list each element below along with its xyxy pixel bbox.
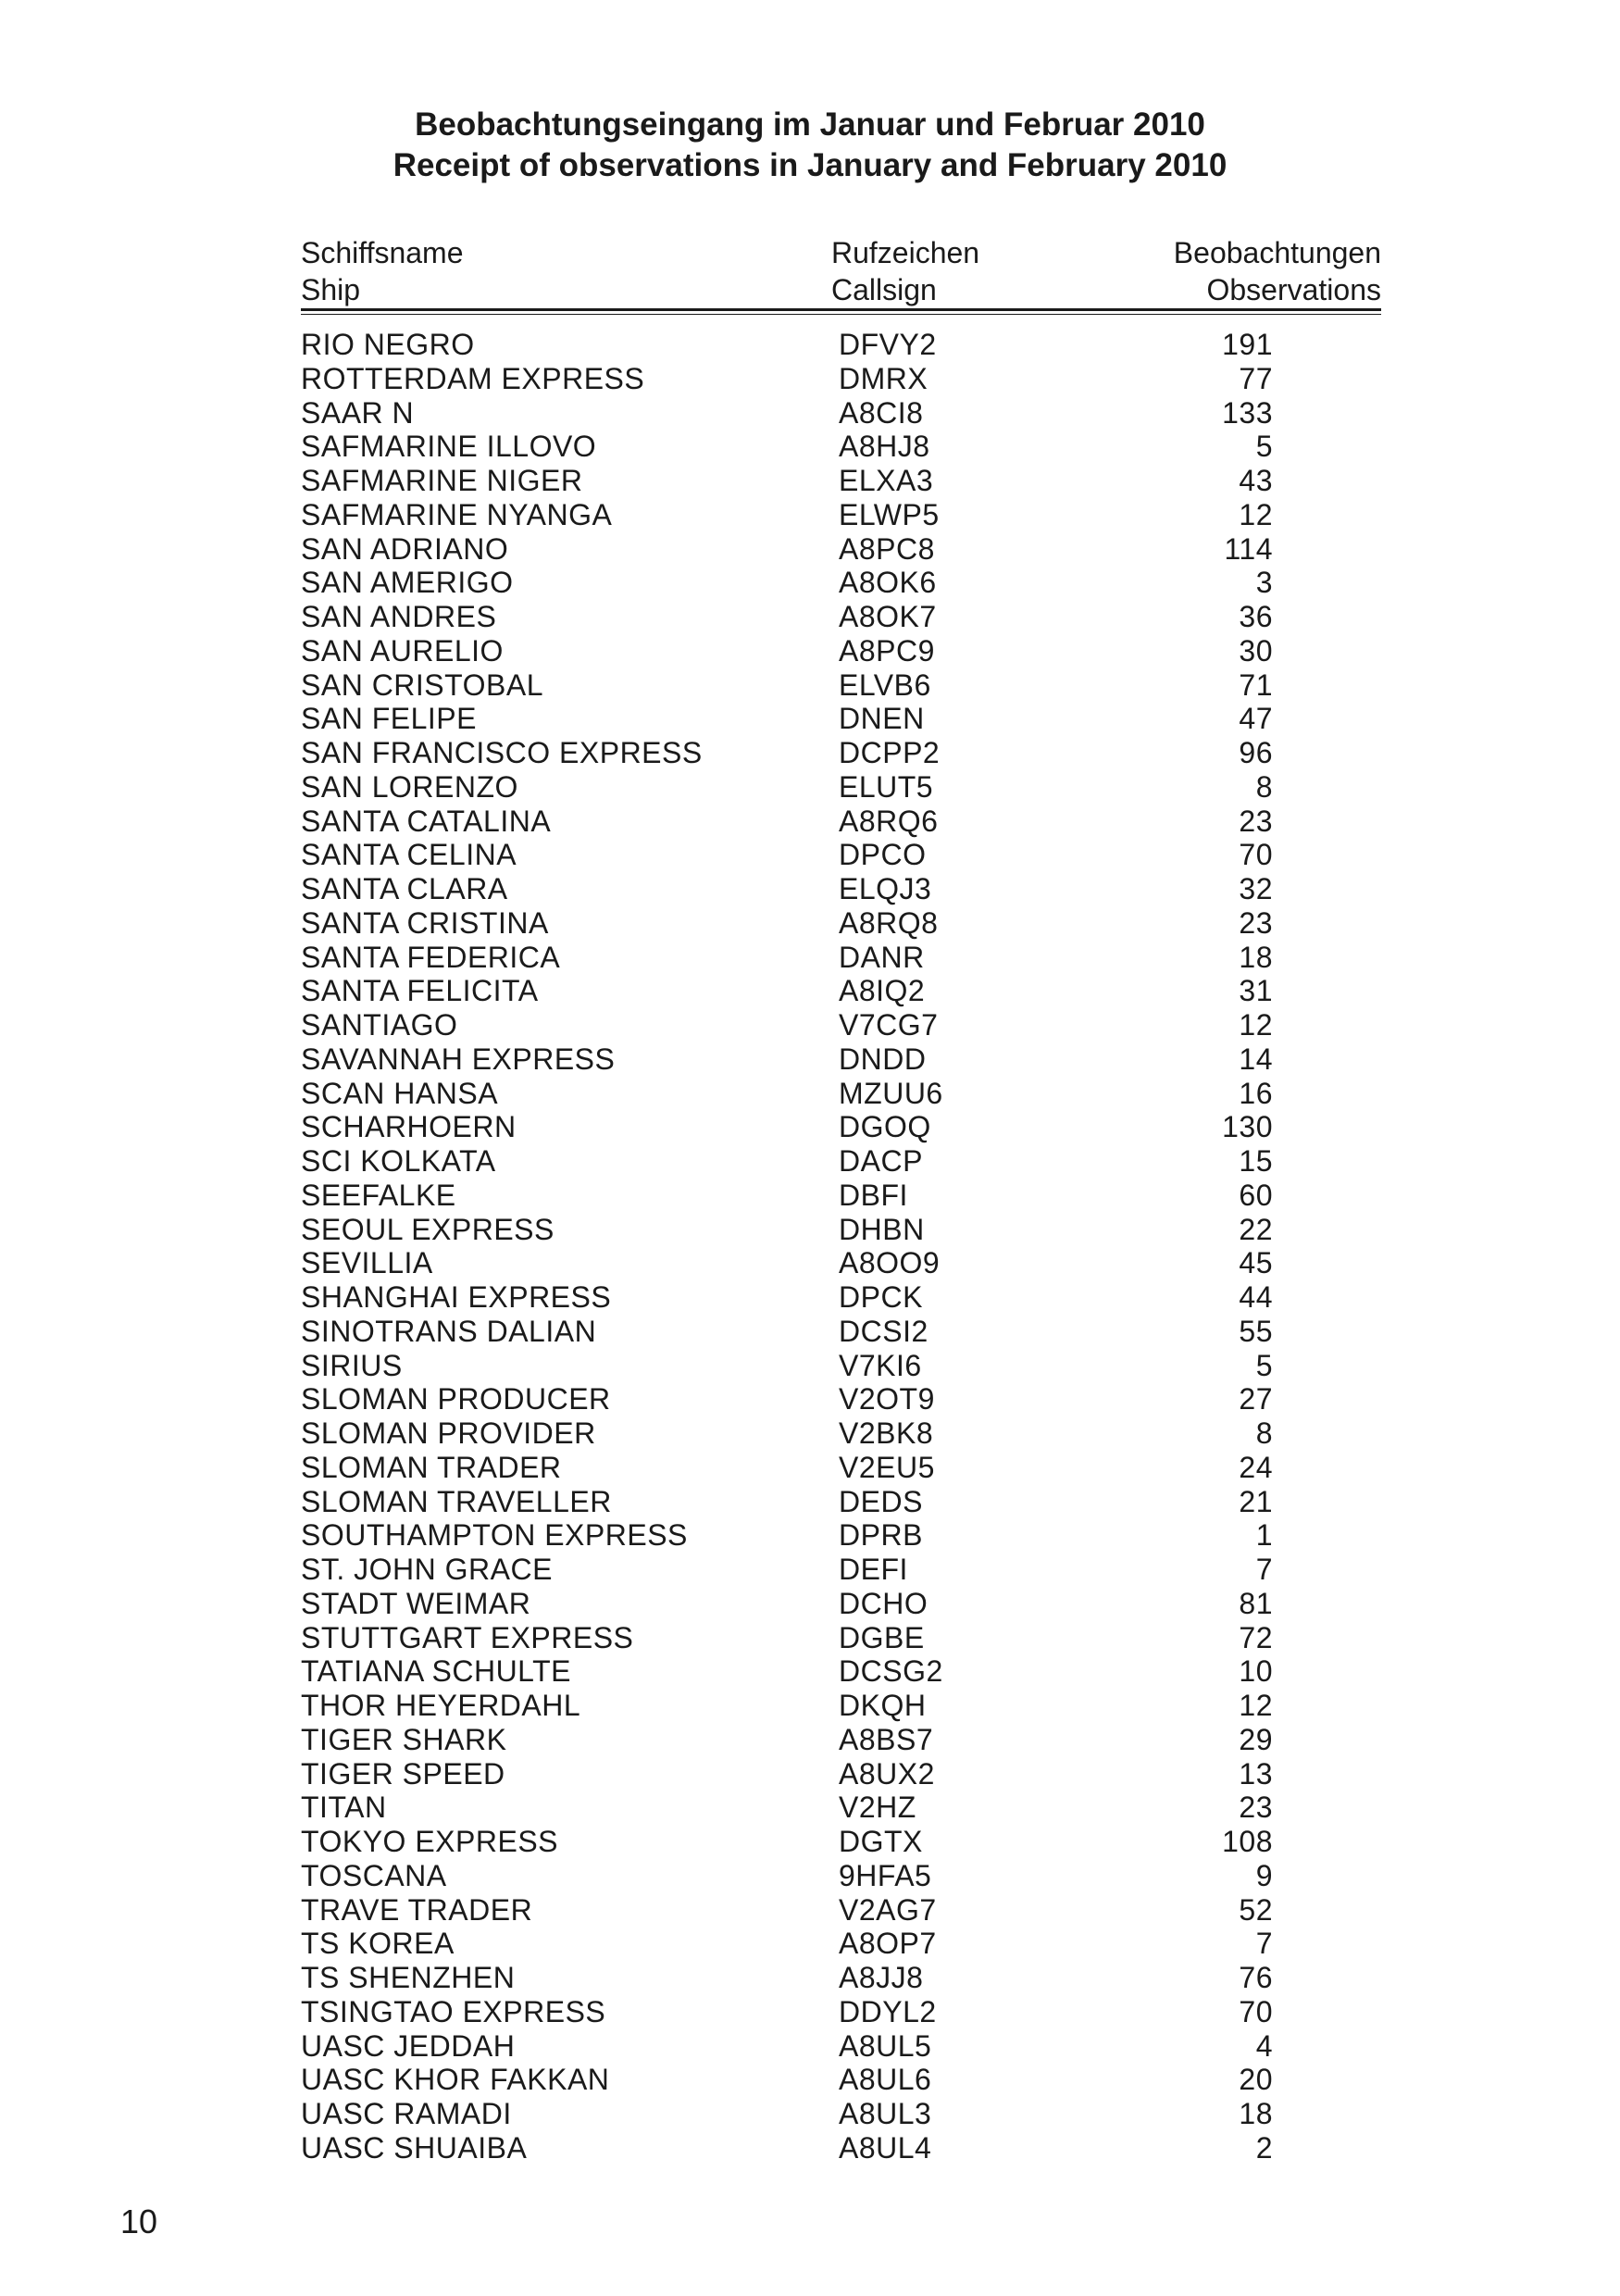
ship-name-cell: TOSCANA <box>301 1858 447 1892</box>
observations-cell: 21 <box>1239 1484 1273 1518</box>
callsign-cell: DACP <box>839 1144 923 1178</box>
table-row <box>0 702 1620 736</box>
observations-cell: 55 <box>1239 1314 1273 1348</box>
callsign-cell: DDYL2 <box>839 1994 937 2028</box>
ship-name-cell: STADT WEIMAR <box>301 1586 531 1620</box>
callsign-cell: DNEN <box>839 702 925 736</box>
observations-cell: 77 <box>1239 361 1273 395</box>
ship-name-cell: SANTA CELINA <box>301 838 517 872</box>
table-row <box>0 668 1620 703</box>
callsign-cell: DANR <box>839 940 925 974</box>
column-header-ship-name-de: Schiffsname <box>301 236 464 269</box>
callsign-cell: A8OK6 <box>839 566 937 600</box>
table-row <box>0 1689 1620 1723</box>
ship-name-cell: SAVANNAH EXPRESS <box>301 1042 616 1076</box>
callsign-cell: A8RQ8 <box>839 905 939 940</box>
ship-name-cell: SAFMARINE NIGER <box>301 464 583 497</box>
table-row <box>0 2029 1620 2064</box>
table-row <box>0 1008 1620 1042</box>
callsign-cell: A8UL4 <box>839 2130 932 2165</box>
table-row <box>0 1451 1620 1485</box>
ship-name-cell: TOKYO EXPRESS <box>301 1825 558 1858</box>
observations-cell: 9 <box>1255 1858 1273 1892</box>
ship-name-cell: SAN AMERIGO <box>301 566 514 600</box>
observations-cell: 70 <box>1239 1994 1273 2028</box>
observations-cell: 23 <box>1239 905 1273 940</box>
table-row <box>0 974 1620 1008</box>
observations-cell: 31 <box>1239 974 1273 1008</box>
callsign-cell: V2AG7 <box>839 1892 937 1927</box>
callsign-cell: V2BK8 <box>839 1416 934 1450</box>
observations-cell: 20 <box>1239 2063 1273 2097</box>
callsign-cell: ELQJ3 <box>839 872 932 905</box>
table-row <box>0 634 1620 668</box>
ship-name-cell: SIRIUS <box>301 1348 403 1382</box>
observations-cell: 13 <box>1239 1756 1273 1791</box>
ship-name-cell: SOUTHAMPTON EXPRESS <box>301 1518 688 1553</box>
ship-name-cell: SINOTRANS DALIAN <box>301 1314 597 1348</box>
observations-cell: 70 <box>1239 838 1273 872</box>
table-row <box>0 1246 1620 1280</box>
ship-name-cell: SCAN HANSA <box>301 1076 499 1110</box>
ship-name-cell: SANTA CRISTINA <box>301 905 549 940</box>
observations-cell: 44 <box>1239 1280 1273 1314</box>
observations-cell: 60 <box>1239 1178 1273 1212</box>
callsign-cell: A8UX2 <box>839 1756 935 1791</box>
page-title-english: Receipt of observations in January and February 2010 <box>393 147 1227 183</box>
observations-cell: 12 <box>1239 1689 1273 1722</box>
table-row <box>0 1077 1620 1111</box>
table-row <box>0 1927 1620 1961</box>
table-row <box>0 566 1620 600</box>
observations-cell: 71 <box>1239 668 1273 702</box>
ship-name-cell: TIGER SHARK <box>301 1722 507 1756</box>
page-number: 10 <box>120 2202 158 2240</box>
table-row <box>0 2131 1620 2165</box>
observations-cell: 29 <box>1239 1722 1273 1756</box>
table-row <box>0 872 1620 906</box>
ship-name-cell: SHANGHAI EXPRESS <box>301 1280 612 1314</box>
observations-cell: 24 <box>1239 1450 1273 1484</box>
callsign-cell: A8OO9 <box>839 1246 941 1280</box>
table-row <box>0 1213 1620 1247</box>
ship-name-cell: UASC RAMADI <box>301 2097 512 2130</box>
table-row <box>0 1553 1620 1587</box>
callsign-cell: DEFI <box>839 1553 908 1586</box>
table-row <box>0 1144 1620 1179</box>
table-row <box>0 1621 1620 1655</box>
observations-cell: 22 <box>1239 1212 1273 1246</box>
ship-name-cell: SEEFALKE <box>301 1178 456 1212</box>
table-row <box>0 1315 1620 1349</box>
callsign-cell: DPRB <box>839 1518 923 1553</box>
observations-cell: 8 <box>1255 1416 1273 1450</box>
callsign-cell: A8UL6 <box>839 2063 932 2097</box>
observations-cell: 5 <box>1255 430 1273 464</box>
observations-cell: 10 <box>1239 1654 1273 1689</box>
observations-cell: 130 <box>1222 1110 1273 1144</box>
callsign-cell: ELXA3 <box>839 464 934 497</box>
callsign-cell: DHBN <box>839 1212 925 1246</box>
ship-name-cell: SAFMARINE NYANGA <box>301 497 613 531</box>
ship-name-cell: SEOUL EXPRESS <box>301 1212 555 1246</box>
observations-cell: 191 <box>1222 328 1273 361</box>
ship-name-cell: SAAR N <box>301 395 415 430</box>
table-row <box>0 362 1620 396</box>
ship-name-cell: ROTTERDAM EXPRESS <box>301 361 645 395</box>
callsign-cell: V2OT9 <box>839 1382 935 1416</box>
ship-name-cell: SAN FRANCISCO EXPRESS <box>301 736 703 769</box>
ship-name-cell: ST. JOHN GRACE <box>301 1553 553 1586</box>
callsign-cell: ELUT5 <box>839 769 934 804</box>
ship-name-cell: TITAN <box>301 1791 387 1825</box>
callsign-cell: ELVB6 <box>839 668 931 702</box>
table-row <box>0 532 1620 567</box>
observations-cell: 76 <box>1239 1961 1273 1994</box>
callsign-cell: V2EU5 <box>839 1450 935 1484</box>
callsign-cell: DCHO <box>839 1586 928 1620</box>
callsign-cell: V2HZ <box>839 1791 916 1825</box>
callsign-cell: ELWP5 <box>839 497 940 531</box>
column-header-callsign-en: Callsign <box>831 273 937 306</box>
ship-name-cell: UASC JEDDAH <box>301 2028 516 2063</box>
callsign-cell: A8PC8 <box>839 531 935 566</box>
callsign-cell: A8HJ8 <box>839 430 930 464</box>
observations-cell: 18 <box>1239 940 1273 974</box>
observations-cell: 47 <box>1239 702 1273 736</box>
ship-name-cell: SANTA CATALINA <box>301 804 552 838</box>
callsign-cell: V7KI6 <box>839 1348 922 1382</box>
observations-cell: 96 <box>1239 736 1273 769</box>
callsign-cell: DBFI <box>839 1178 908 1212</box>
callsign-cell: DGTX <box>839 1825 923 1858</box>
column-header-callsign-de: Rufzeichen <box>831 236 980 269</box>
ship-name-cell: SEVILLIA <box>301 1246 433 1280</box>
ship-name-cell: SAN ADRIANO <box>301 531 509 566</box>
ship-name-cell: SLOMAN TRADER <box>301 1450 562 1484</box>
ship-name-cell: RIO NEGRO <box>301 328 475 361</box>
ship-name-cell: THOR HEYERDAHL <box>301 1689 581 1722</box>
table-row <box>0 736 1620 770</box>
callsign-cell: A8CI8 <box>839 395 924 430</box>
ship-name-cell: SAN ANDRES <box>301 600 497 633</box>
observations-cell: 108 <box>1222 1825 1273 1858</box>
ship-name-cell: SANTIAGO <box>301 1008 458 1042</box>
table-row <box>0 2063 1620 2097</box>
callsign-cell: DKQH <box>839 1689 927 1722</box>
ship-name-cell: UASC KHOR FAKKAN <box>301 2063 610 2097</box>
ship-name-cell: SLOMAN PROVIDER <box>301 1416 596 1450</box>
observations-cell: 2 <box>1255 2130 1273 2165</box>
ship-name-cell: SLOMAN TRAVELLER <box>301 1484 612 1518</box>
observations-cell: 114 <box>1224 531 1273 566</box>
observations-cell: 43 <box>1239 464 1273 497</box>
table-row <box>0 498 1620 532</box>
ship-name-cell: TRAVE TRADER <box>301 1892 533 1927</box>
observations-cell: 14 <box>1239 1042 1273 1076</box>
observations-cell: 8 <box>1255 769 1273 804</box>
ship-name-cell: TSINGTAO EXPRESS <box>301 1994 606 2028</box>
observations-cell: 36 <box>1239 600 1273 633</box>
ship-name-cell: SANTA CLARA <box>301 872 508 905</box>
table-row <box>0 1893 1620 1928</box>
table-row <box>0 1654 1620 1689</box>
callsign-cell: DFVY2 <box>839 328 937 361</box>
table-row <box>0 1587 1620 1621</box>
callsign-cell: A8PC9 <box>839 633 935 668</box>
table-row <box>0 464 1620 498</box>
table-row <box>0 1042 1620 1077</box>
callsign-cell: A8OK7 <box>839 600 937 633</box>
callsign-cell: DGBE <box>839 1620 925 1654</box>
ship-name-cell: SAN AURELIO <box>301 633 504 668</box>
ship-name-cell: SANTA FEDERICA <box>301 940 561 974</box>
callsign-cell: DEDS <box>839 1484 923 1518</box>
ship-name-cell: UASC SHUAIBA <box>301 2130 528 2165</box>
callsign-cell: 9HFA5 <box>839 1858 932 1892</box>
observations-cell: 3 <box>1255 566 1273 600</box>
callsign-cell: A8BS7 <box>839 1722 934 1756</box>
table-row <box>0 1757 1620 1791</box>
header-rule-thin <box>301 314 1381 315</box>
callsign-cell: DPCK <box>839 1280 923 1314</box>
ship-name-cell: SAN LORENZO <box>301 769 518 804</box>
ship-name-cell: TIGER SPEED <box>301 1756 505 1791</box>
observations-cell: 30 <box>1239 633 1273 668</box>
callsign-cell: A8UL3 <box>839 2097 932 2130</box>
callsign-cell: DNDD <box>839 1042 927 1076</box>
ship-name-cell: SCI KOLKATA <box>301 1144 496 1178</box>
observations-cell: 12 <box>1239 1008 1273 1042</box>
ship-name-cell: TATIANA SCHULTE <box>301 1654 571 1689</box>
table-row <box>0 906 1620 941</box>
column-header-observations-en: Observations <box>1206 273 1381 306</box>
table-row <box>0 2097 1620 2131</box>
callsign-cell: A8IQ2 <box>839 974 926 1008</box>
observations-cell: 7 <box>1255 1553 1273 1586</box>
observations-cell: 4 <box>1255 2028 1273 2063</box>
table-row <box>0 1723 1620 1757</box>
ship-name-cell: SANTA FELICITA <box>301 974 539 1008</box>
callsign-cell: V7CG7 <box>839 1008 939 1042</box>
callsign-cell: DCSI2 <box>839 1314 928 1348</box>
page-title-german: Beobachtungseingang im Januar und Februar 2010 <box>415 106 1205 143</box>
table-row <box>0 396 1620 430</box>
table-row <box>0 1961 1620 1995</box>
table-row <box>0 1485 1620 1519</box>
table-row <box>0 838 1620 872</box>
callsign-cell: DCPP2 <box>839 736 941 769</box>
table-row <box>0 1825 1620 1859</box>
ship-name-cell: SAN FELIPE <box>301 702 477 736</box>
ship-name-cell: STUTTGART EXPRESS <box>301 1620 634 1654</box>
callsign-cell: DGOQ <box>839 1110 931 1144</box>
table-row <box>0 430 1620 464</box>
observations-cell: 32 <box>1239 872 1273 905</box>
callsign-cell: A8UL5 <box>839 2028 932 2063</box>
header-rule-thick <box>301 308 1381 311</box>
observations-cell: 7 <box>1255 1927 1273 1961</box>
observations-cell: 27 <box>1239 1382 1273 1416</box>
table-row <box>0 600 1620 634</box>
ship-name-cell: TS KOREA <box>301 1927 455 1961</box>
table-row <box>0 1518 1620 1553</box>
observations-cell: 12 <box>1239 497 1273 531</box>
callsign-cell: A8RQ6 <box>839 804 939 838</box>
callsign-cell: DPCO <box>839 838 927 872</box>
observations-cell: 23 <box>1239 1791 1273 1825</box>
observations-cell: 81 <box>1239 1586 1273 1620</box>
table-row <box>0 1791 1620 1825</box>
observations-cell: 18 <box>1239 2097 1273 2130</box>
table-row <box>0 1179 1620 1213</box>
table-row <box>0 1349 1620 1383</box>
ship-name-cell: SCHARHOERN <box>301 1110 517 1144</box>
column-header-ship-name-en: Ship <box>301 273 361 306</box>
callsign-cell: MZUU6 <box>839 1076 943 1110</box>
column-header-observations-de: Beobachtungen <box>1173 236 1381 269</box>
table-row <box>0 941 1620 975</box>
observations-cell: 5 <box>1255 1348 1273 1382</box>
ship-name-cell: SAFMARINE ILLOVO <box>301 430 597 464</box>
table-row <box>0 1280 1620 1315</box>
ship-name-cell: SLOMAN PRODUCER <box>301 1382 611 1416</box>
table-row <box>0 1859 1620 1893</box>
table-row <box>0 1382 1620 1416</box>
callsign-cell: DCSG2 <box>839 1654 943 1689</box>
ship-name-cell: TS SHENZHEN <box>301 1961 516 1994</box>
table-row <box>0 805 1620 839</box>
table-row <box>0 770 1620 805</box>
table-row <box>0 1110 1620 1144</box>
observations-table-body <box>0 328 1620 2165</box>
table-row <box>0 1416 1620 1451</box>
table-row <box>0 328 1620 362</box>
observations-cell: 45 <box>1239 1246 1273 1280</box>
ship-name-cell: SAN CRISTOBAL <box>301 668 543 702</box>
callsign-cell: A8JJ8 <box>839 1961 924 1994</box>
observations-cell: 133 <box>1222 395 1273 430</box>
table-row <box>0 1995 1620 2029</box>
callsign-cell: DMRX <box>839 361 928 395</box>
callsign-cell: A8OP7 <box>839 1927 937 1961</box>
observations-cell: 1 <box>1255 1518 1273 1553</box>
observations-cell: 72 <box>1239 1620 1273 1654</box>
observations-cell: 52 <box>1239 1892 1273 1927</box>
observations-cell: 16 <box>1239 1076 1273 1110</box>
observations-cell: 15 <box>1239 1144 1273 1178</box>
observations-cell: 23 <box>1239 804 1273 838</box>
